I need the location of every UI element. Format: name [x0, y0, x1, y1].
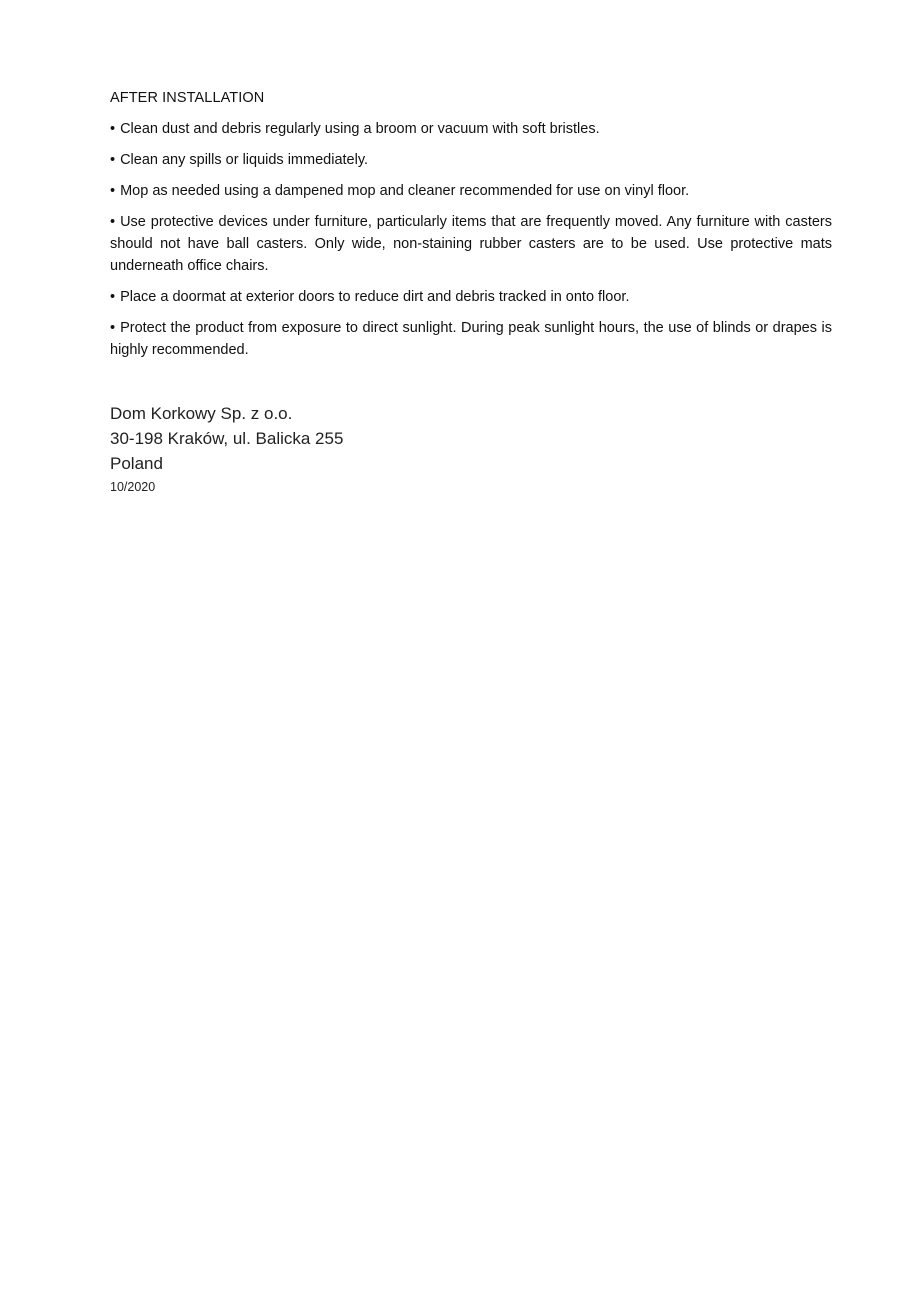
- list-item-text: Protect the product from exposure to direct sunlight. During peak sunlight hours, the use of blinds or drapes is highly recommended.: [110, 320, 832, 358]
- list-item: [110, 118, 832, 140]
- list-item: [110, 211, 832, 277]
- bullet-icon: •: [110, 289, 116, 305]
- bullet-icon: •: [110, 183, 116, 199]
- list-item-text: Use protective devices under furniture, particularly items that are frequently moved. Any furniture with casters should not have ball casters. Only wide, non-staining rubber casters are to be used. Use protective mats underneath office chairs.: [110, 214, 832, 274]
- bullet-icon: •: [110, 214, 116, 230]
- bullet-icon: •: [110, 121, 116, 137]
- list-item-text: Clean dust and debris regularly using a broom or vacuum with soft bristles.: [120, 121, 600, 137]
- company-info: [110, 401, 832, 496]
- list-item: [110, 149, 832, 171]
- list-item: [110, 286, 832, 308]
- list-item-text: Place a doormat at exterior doors to reduce dirt and debris tracked in onto floor.: [120, 289, 630, 305]
- document-page: [110, 88, 832, 496]
- company-name: Dom Korkowy Sp. z o.o.: [110, 404, 293, 423]
- list-item: [110, 317, 832, 361]
- bullet-icon: •: [110, 320, 116, 336]
- care-instructions-list: [110, 118, 832, 361]
- list-item: [110, 180, 832, 202]
- bullet-icon: •: [110, 152, 116, 168]
- document-date: 10/2020: [110, 480, 156, 494]
- section-heading: AFTER INSTALLATION: [110, 90, 265, 106]
- list-item-text: Mop as needed using a dampened mop and cleaner recommended for use on vinyl floor.: [120, 183, 690, 199]
- company-country: Poland: [110, 454, 163, 473]
- list-item-text: Clean any spills or liquids immediately.: [120, 152, 369, 168]
- company-address: 30-198 Kraków, ul. Balicka 255: [110, 429, 344, 448]
